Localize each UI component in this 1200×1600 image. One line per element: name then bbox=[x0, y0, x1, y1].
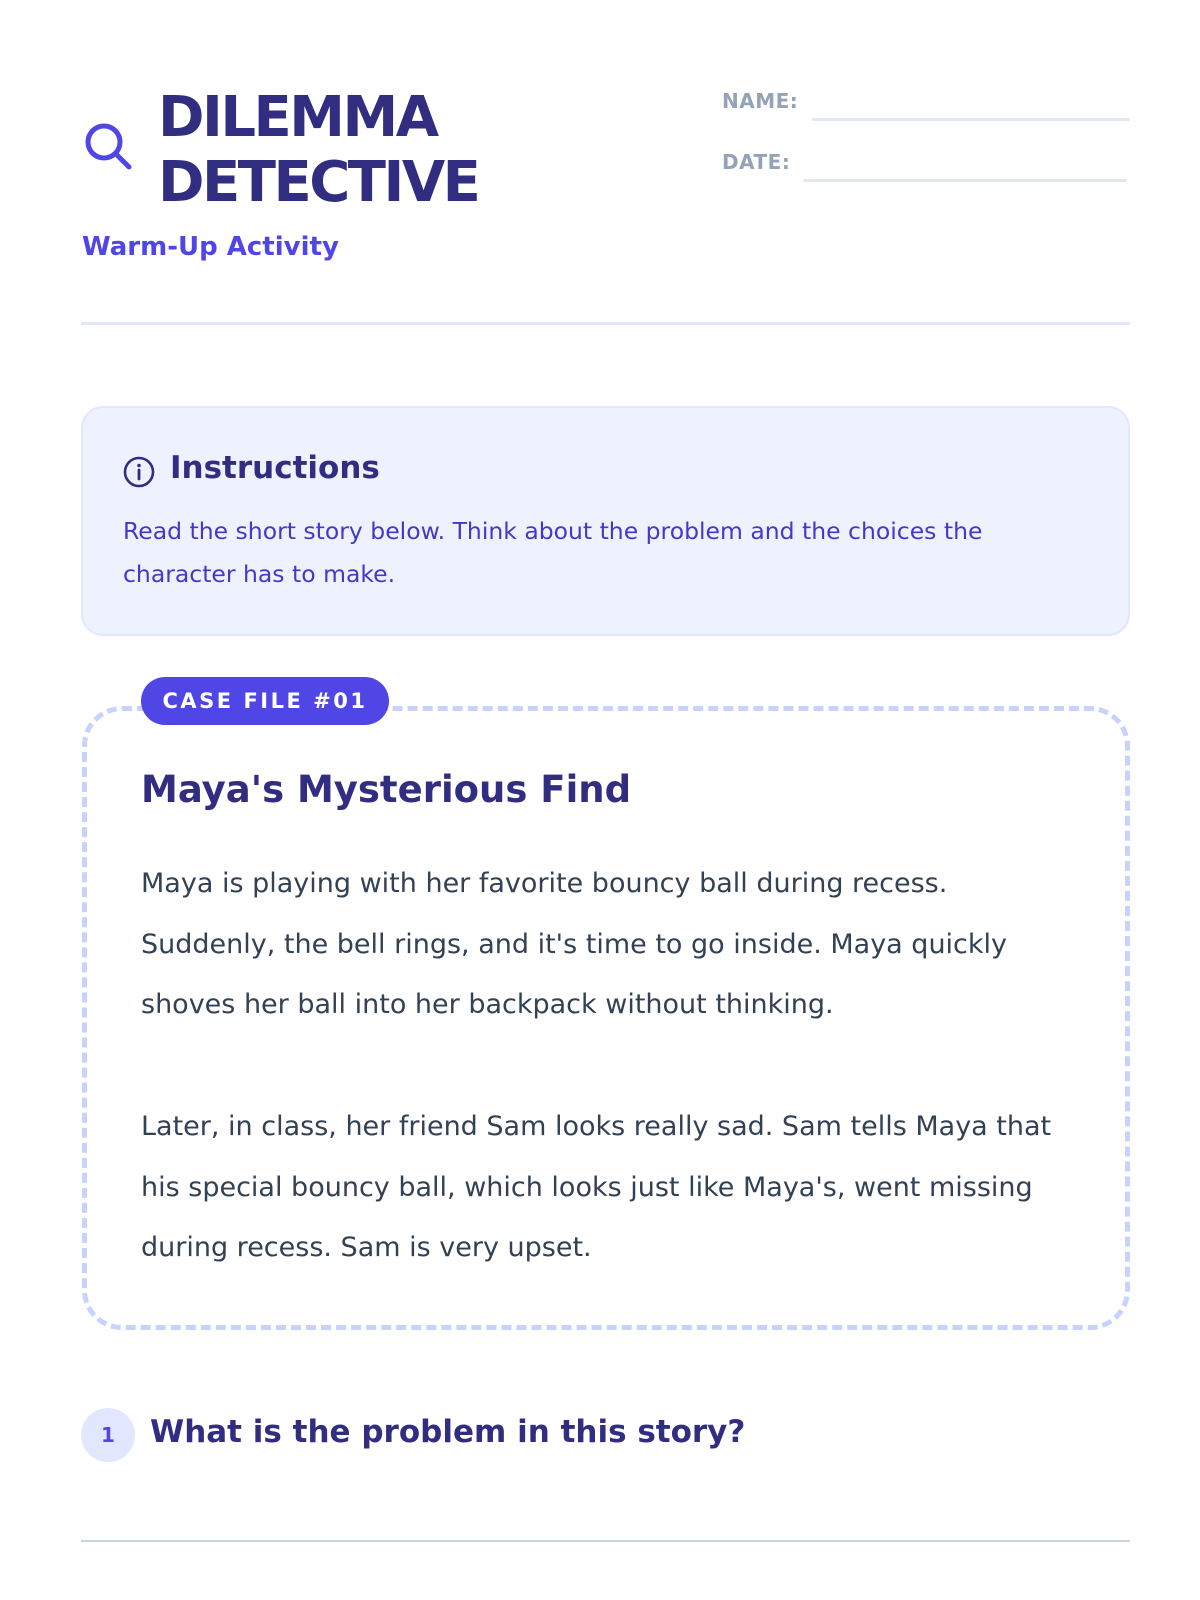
story-paragraph-1: Maya is playing with her favorite bouncy ball during recess. Suddenly, the bell rings, and it's time to go inside. Maya quickly shoves her ball into her backpack without thinking. bbox=[141, 868, 1008, 1020]
info-icon bbox=[122, 455, 156, 489]
case-file-badge: CASE FILE #01 bbox=[141, 677, 389, 725]
instructions-title: Instructions bbox=[170, 450, 380, 486]
search-icon bbox=[84, 122, 134, 172]
header-divider bbox=[81, 322, 1130, 325]
page-title-line-2: DETECTIVE bbox=[158, 150, 479, 215]
name-label: NAME: bbox=[722, 89, 799, 113]
name-field[interactable] bbox=[812, 118, 1130, 121]
date-label: DATE: bbox=[722, 150, 791, 174]
answer-line[interactable] bbox=[81, 1540, 1130, 1542]
story-title: Maya's Mysterious Find bbox=[141, 768, 632, 811]
date-field[interactable] bbox=[803, 179, 1127, 182]
instructions-text: Read the short story below. Think about the problem and the choices the character has to make. bbox=[123, 517, 983, 588]
page-subtitle: Warm-Up Activity bbox=[82, 232, 339, 262]
question-number-badge: 1 bbox=[81, 1408, 135, 1462]
page-title-line-1: DILEMMA bbox=[158, 85, 437, 150]
question-text: What is the problem in this story? bbox=[150, 1414, 746, 1450]
story-paragraph-2: Later, in class, her friend Sam looks really sad. Sam tells Maya that his special bouncy ball, which looks just like Maya's, went missing during recess. Sam is very upset. bbox=[141, 1111, 1052, 1263]
